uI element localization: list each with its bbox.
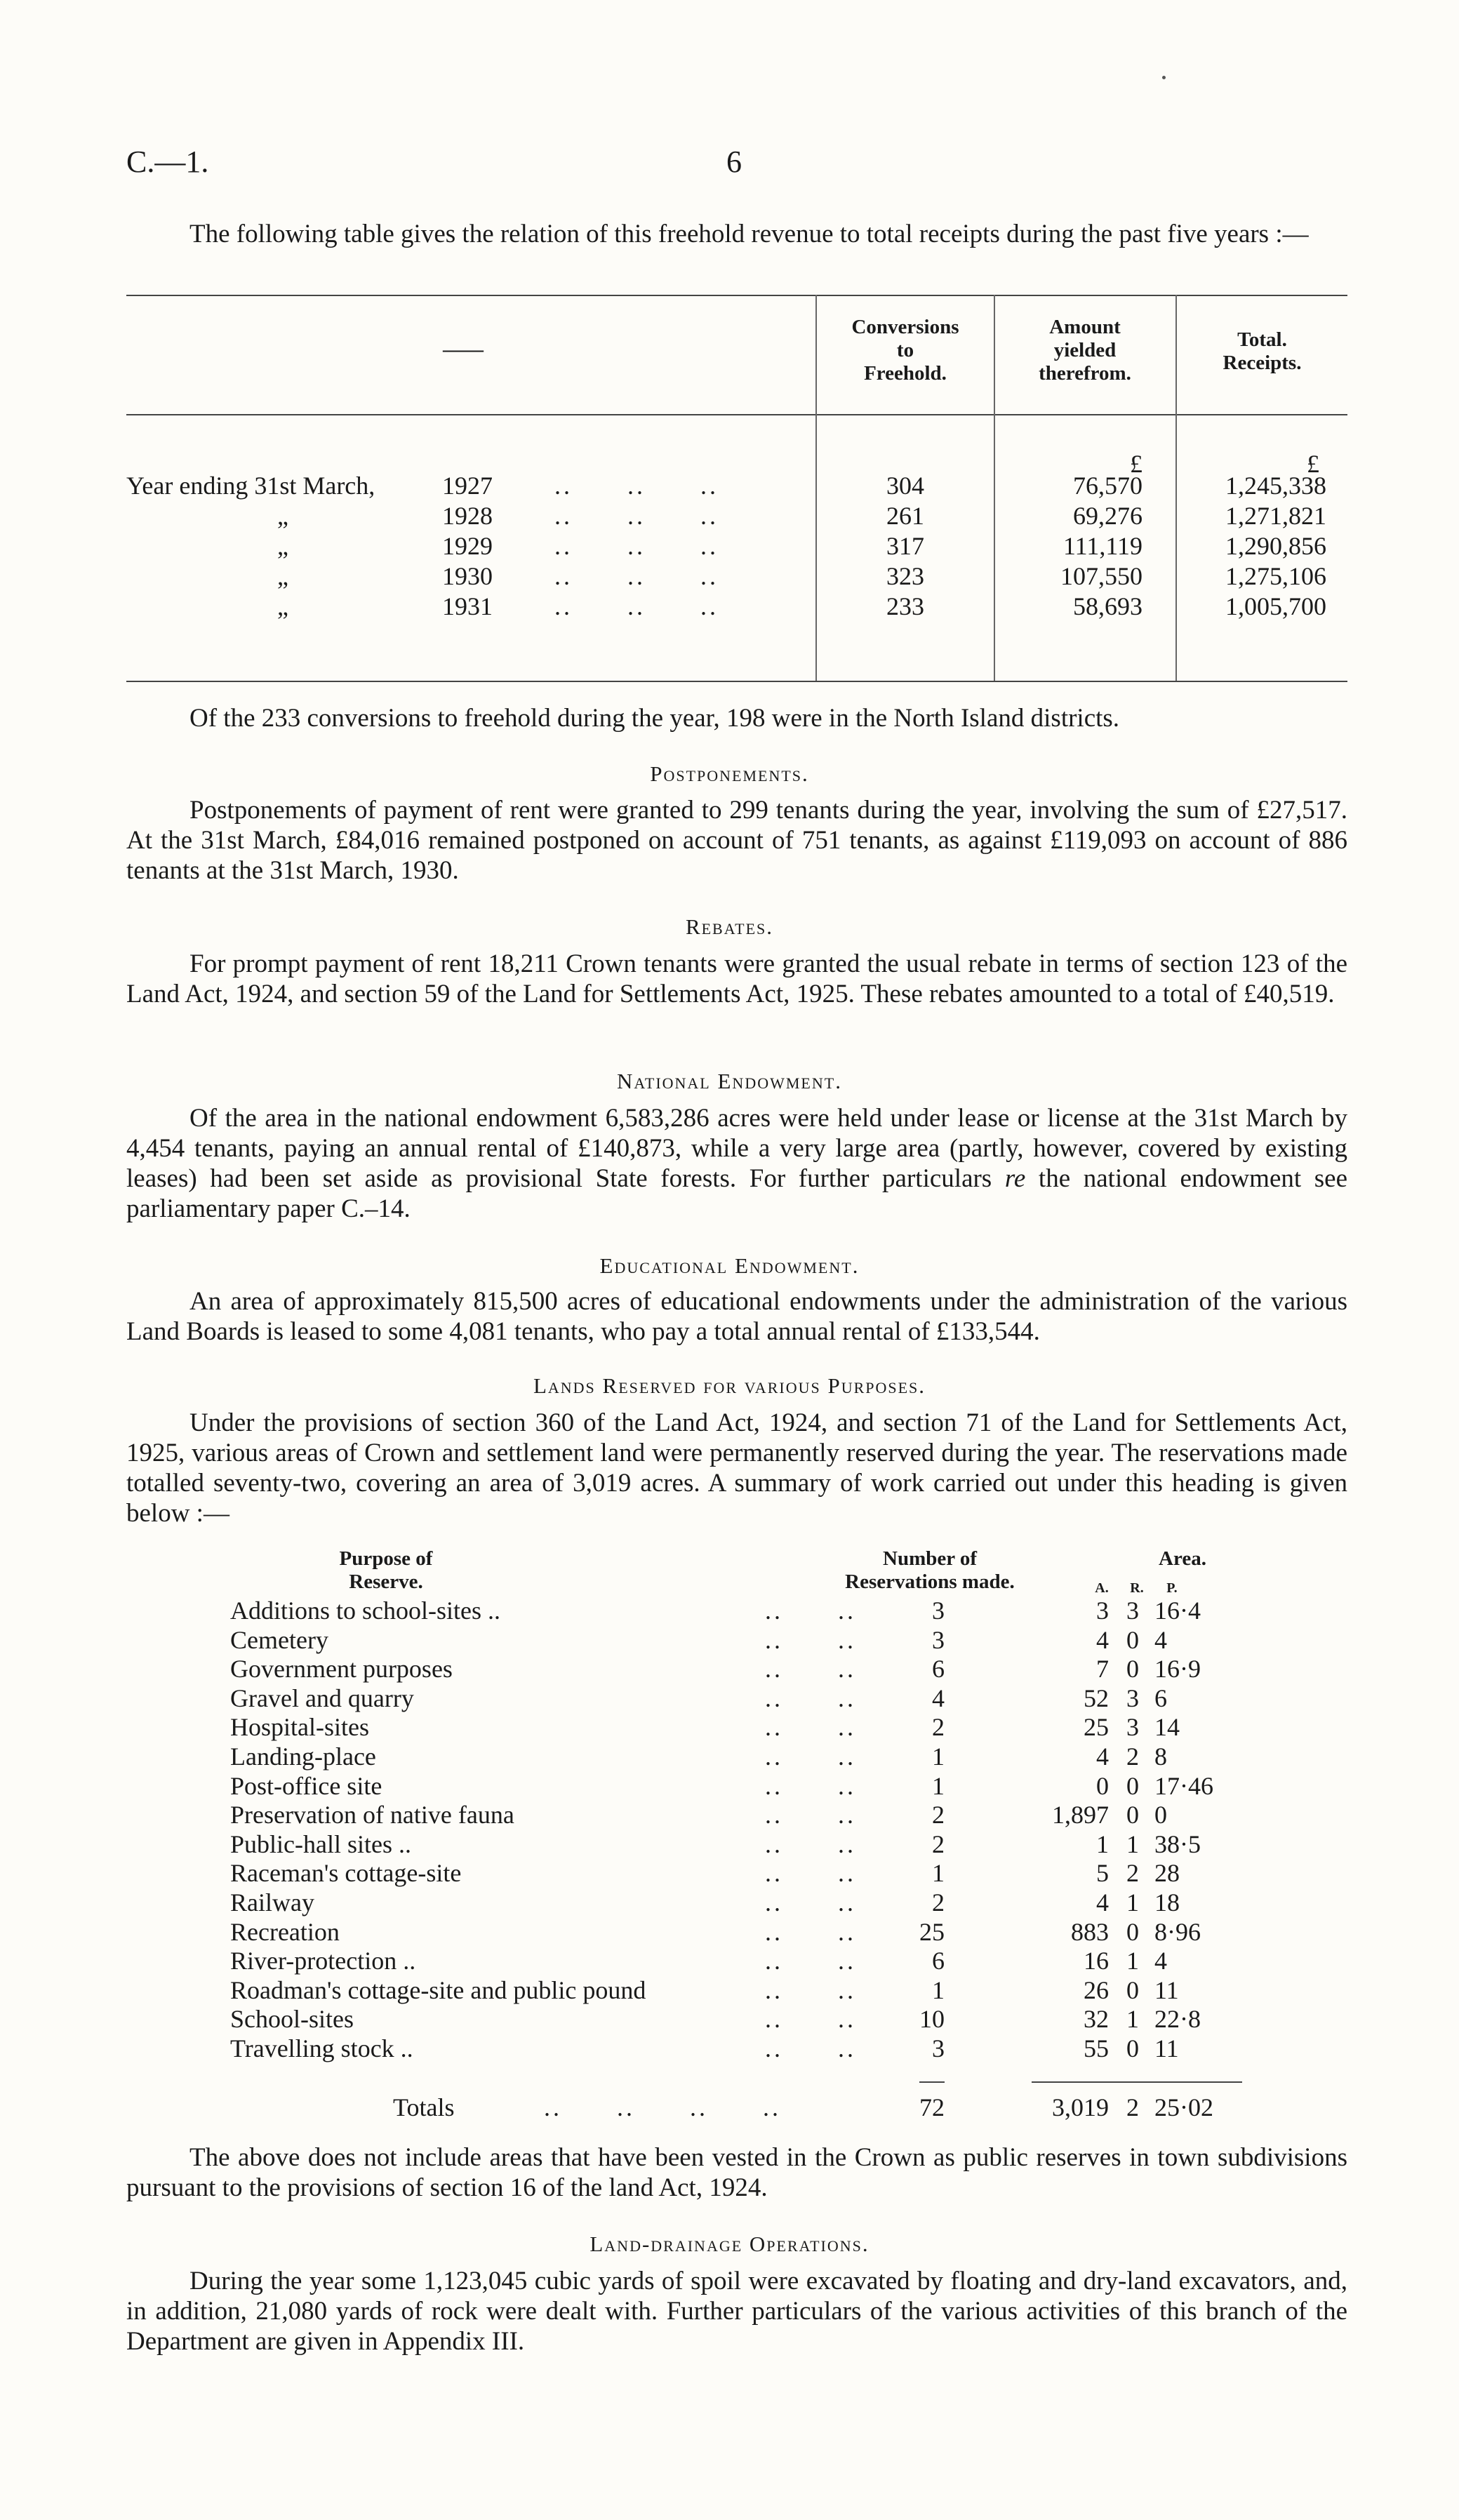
row-amount: 76,570 [1073, 472, 1142, 500]
reserve-number: 3 [932, 1596, 945, 1625]
totals-rule-number [919, 2081, 945, 2083]
conversions-note: Of the 233 conversions to freehold during the year, 198 were in the North Island districts. [189, 704, 1120, 733]
reserve-purpose: Recreation [230, 1918, 340, 1946]
row-total: 1,005,700 [1225, 592, 1326, 620]
reserve-acres: 7 [1096, 1655, 1109, 1683]
totals-acres: 3,019 [1052, 2093, 1109, 2121]
row-amount: 107,550 [1060, 562, 1142, 590]
row-conversions: 233 [886, 592, 924, 620]
reserve-roods: 0 [1126, 2034, 1139, 2062]
leader-dots: .. .. .. .. [544, 2093, 781, 2121]
reserve-perches: 16·4 [1154, 1596, 1201, 1625]
reserve-roods: 0 [1126, 1918, 1139, 1946]
roods-column-header: R. [1130, 1580, 1144, 1596]
row-amount: 69,276 [1073, 502, 1142, 530]
reserve-purpose: Cemetery [230, 1626, 328, 1654]
reserve-perches: 11 [1154, 2034, 1179, 2062]
row-label: „ [277, 532, 288, 560]
leader-dots: .. .. .. [554, 502, 719, 530]
area-column-header: Area. [1159, 1547, 1206, 1570]
reserve-roods: 1 [1126, 1830, 1139, 1858]
leader-dots: .. .. [765, 1596, 856, 1625]
table-top-rule [126, 295, 1347, 296]
leader-dots: .. .. .. [554, 472, 719, 500]
reserve-purpose: River-protection .. [230, 1947, 416, 1975]
leader-dots: .. .. [765, 1947, 856, 1975]
totals-number: 72 [919, 2093, 945, 2121]
section-heading-national-endowment: National Endowment. [617, 1069, 842, 1093]
reserve-number: 3 [932, 2034, 945, 2062]
land-drainage-paragraph: During the year some 1,123,045 cubic yards of spoil were excavated by floating and dry-land excavators, and, in addition, 21,080 yards of rock were dealt with. Further particulars of the various activities of this branch of the Department are given in Appendix III. [126, 2267, 1347, 2356]
reserve-perches: 16·9 [1154, 1655, 1201, 1683]
reserve-acres: 0 [1096, 1772, 1109, 1800]
section-heading-educational-endowment: Educational Endowment. [599, 1253, 860, 1278]
reserve-acres: 4 [1096, 1888, 1109, 1916]
row-year: 1928 [442, 502, 493, 530]
row-conversions: 317 [886, 532, 924, 560]
reserve-perches: 17·46 [1154, 1772, 1213, 1800]
speck-mark [1162, 76, 1166, 79]
reserve-number: 2 [932, 1713, 945, 1741]
reserve-roods: 3 [1126, 1684, 1139, 1712]
leader-dots: .. .. [765, 1859, 856, 1887]
reserve-perches: 11 [1154, 1976, 1179, 2004]
reserve-purpose: Gravel and quarry [230, 1684, 414, 1712]
reserve-number: 1 [932, 1772, 945, 1800]
row-amount: 58,693 [1073, 592, 1142, 620]
leader-dots: .. .. [765, 1713, 856, 1741]
leader-dots: .. .. .. [554, 562, 719, 590]
reserve-perches: 8 [1154, 1742, 1167, 1771]
reserve-number: 6 [932, 1655, 945, 1683]
reserve-roods: 3 [1126, 1596, 1139, 1625]
reserve-perches: 4 [1154, 1626, 1167, 1654]
row-conversions: 304 [886, 472, 924, 500]
reserve-perches: 28 [1154, 1859, 1180, 1887]
reserve-note-paragraph: The above does not include areas that have been vested in the Crown as public reserves in town subdivisions pursuant to the provisions of section 16 of the land Act, 1924. [126, 2143, 1347, 2202]
reserve-purpose: Landing-place [230, 1742, 376, 1771]
reserve-number: 1 [932, 1742, 945, 1771]
reserve-purpose: Raceman's cottage-site [230, 1859, 462, 1887]
row-total: 1,290,856 [1225, 532, 1326, 560]
leader-dots: .. .. [765, 1918, 856, 1946]
amount-currency-symbol: £ [1130, 450, 1142, 478]
totals-perches: 25·02 [1154, 2093, 1213, 2121]
reserve-acres: 16 [1084, 1947, 1109, 1975]
reserve-roods: 2 [1126, 1859, 1139, 1887]
totals-rule-area [1032, 2081, 1242, 2083]
row-label: „ [277, 562, 288, 590]
reserve-number: 2 [932, 1830, 945, 1858]
leader-dots: .. .. [765, 1742, 856, 1771]
row-year: 1931 [442, 592, 493, 620]
intro-paragraph: The following table gives the relation of this freehold revenue to total receipts during the past five years :— [189, 220, 1309, 248]
reserve-number: 6 [932, 1947, 945, 1975]
reserve-acres: 26 [1084, 1976, 1109, 2004]
reserve-number: 25 [919, 1918, 945, 1946]
leader-dots: .. .. [765, 2005, 856, 2033]
reserve-purpose: Hospital-sites [230, 1713, 369, 1741]
reserve-roods: 0 [1126, 1655, 1139, 1683]
leader-dots: .. .. [765, 1801, 856, 1829]
leader-dots: .. .. [765, 1684, 856, 1712]
perches-column-header: P. [1166, 1580, 1178, 1596]
table-header-rule [126, 414, 1347, 415]
reserve-purpose: Travelling stock .. [230, 2034, 413, 2062]
section-heading-lands-reserved: Lands Reserved for various Purposes. [533, 1373, 926, 1398]
reserve-roods: 0 [1126, 1976, 1139, 2004]
reserve-acres: 52 [1084, 1684, 1109, 1712]
reserve-number: 2 [932, 1801, 945, 1829]
reserve-roods: 3 [1126, 1713, 1139, 1741]
document-reference: C.—1. [126, 145, 209, 179]
section-heading-rebates: Rebates. [685, 914, 774, 939]
reserve-acres: 5 [1096, 1859, 1109, 1887]
reserve-acres: 1,897 [1052, 1801, 1109, 1829]
reserve-number: 1 [932, 1976, 945, 2004]
row-conversions: 261 [886, 502, 924, 530]
reserve-number: 1 [932, 1859, 945, 1887]
reserve-number: 2 [932, 1888, 945, 1916]
lands-reserved-paragraph: Under the provisions of section 360 of the Land Act, 1924, and section 71 of the Land for Settlements Act, 1925, various areas of Crown and settlement land were permanently reserved during the year. The reservations made totalled seventy-two, covering an area of 3,019 acres. A summary of work carried out under this heading is given below :— [126, 1408, 1347, 1528]
reserve-roods: 1 [1126, 1947, 1139, 1975]
reserve-acres: 4 [1096, 1626, 1109, 1654]
leader-dots: .. .. [765, 1888, 856, 1916]
reserve-number: 10 [919, 2005, 945, 2033]
reserve-purpose: Post-office site [230, 1772, 382, 1800]
leader-dots: .. .. [765, 1976, 856, 2004]
total-currency-symbol: £ [1307, 450, 1319, 478]
reserve-roods: 0 [1126, 1772, 1139, 1800]
row-total: 1,275,106 [1225, 562, 1326, 590]
reserve-purpose: Preservation of native fauna [230, 1801, 514, 1829]
row-label: Year ending 31st March, [126, 472, 375, 500]
reserve-perches: 6 [1154, 1684, 1167, 1712]
leader-dots: .. .. [765, 1772, 856, 1800]
reserve-acres: 3 [1096, 1596, 1109, 1625]
reserve-perches: 22·8 [1154, 2005, 1201, 2033]
reserve-perches: 18 [1154, 1888, 1180, 1916]
reserve-number: 4 [932, 1684, 945, 1712]
row-label: „ [277, 502, 288, 530]
leader-dots: .. .. [765, 2034, 856, 2062]
reserve-purpose: School-sites [230, 2005, 354, 2033]
reserve-perches: 4 [1154, 1947, 1167, 1975]
reserve-roods: 2 [1126, 1742, 1139, 1771]
row-conversions: 323 [886, 562, 924, 590]
leader-dots: .. .. [765, 1830, 856, 1858]
rebates-paragraph: For prompt payment of rent 18,211 Crown tenants were granted the usual rebate in terms of section 123 of the Land Act, 1924, and section 59 of the Land for Settlements Act, 1925. These rebates amounted to a total of £40,519. [126, 949, 1347, 1008]
reserve-roods: 0 [1126, 1801, 1139, 1829]
purpose-column-header: Purpose of Reserve. [339, 1547, 433, 1593]
section-heading-land-drainage: Land-drainage Operations. [589, 2232, 870, 2256]
table-column-divider [815, 295, 817, 681]
conversions-column-header: Conversions to Freehold. [851, 316, 959, 385]
leader-dots: .. .. .. [554, 592, 719, 620]
number-column-header: Number of Reservations made. [845, 1547, 1015, 1593]
table-bottom-rule [126, 681, 1347, 682]
row-year: 1927 [442, 472, 493, 500]
national-endowment-paragraph: Of the area in the national endowment 6,583,286 acres were held under lease or license at the 31st March by 4,454 tenants, paying an annual rental of £140,873, while a very large area (partly, however, covered by existing leases) had been set aside as provisional State forests. For further particulars re the national endowment see parliamentary paper C.–14. [126, 1104, 1348, 1223]
latin-re: re [1004, 1164, 1026, 1193]
educational-endowment-paragraph: An area of approximately 815,500 acres of educational endowments under the administration of the various Land Boards is leased to some 4,081 tenants, who pay a total annual rental of £133,544. [126, 1287, 1347, 1346]
reserve-purpose: Railway [230, 1888, 314, 1916]
reserve-acres: 25 [1084, 1713, 1109, 1741]
totals-roods: 2 [1126, 2093, 1139, 2121]
reserve-acres: 4 [1096, 1742, 1109, 1771]
leader-dots: .. .. .. [554, 532, 719, 560]
reserve-perches: 8·96 [1154, 1918, 1201, 1946]
reserve-purpose: Government purposes [230, 1655, 453, 1683]
row-amount: 111,119 [1063, 532, 1142, 560]
row-year: 1929 [442, 532, 493, 560]
total-column-header: Total. Receipts. [1223, 328, 1302, 374]
reserve-roods: 0 [1126, 1626, 1139, 1654]
reserve-roods: 1 [1126, 2005, 1139, 2033]
reserve-purpose: Additions to school-sites .. [230, 1596, 500, 1625]
reserve-perches: 0 [1154, 1801, 1167, 1829]
page-number: 6 [726, 145, 742, 179]
reserve-acres: 55 [1084, 2034, 1109, 2062]
blank-column-header: —— [443, 338, 484, 361]
row-total: 1,245,338 [1225, 472, 1326, 500]
amount-column-header: Amount yielded therefrom. [1039, 316, 1131, 385]
reserve-acres: 32 [1084, 2005, 1109, 2033]
leader-dots: .. .. [765, 1626, 856, 1654]
reserve-perches: 38·5 [1154, 1830, 1201, 1858]
postponements-paragraph: Postponements of payment of rent were granted to 299 tenants during the year, involving the sum of £27,517. At the 31st March, £84,016 remained postponed on account of 751 tenants, as against £119,093 on account of 886 tenants at the 31st March, 1930. [126, 796, 1347, 885]
acres-column-header: A. [1095, 1580, 1109, 1596]
row-year: 1930 [442, 562, 493, 590]
reserve-purpose: Roadman's cottage-site and public pound [230, 1976, 646, 2004]
reserve-acres: 883 [1071, 1918, 1109, 1946]
reserve-number: 3 [932, 1626, 945, 1654]
leader-dots: .. .. [765, 1655, 856, 1683]
totals-label: Totals [393, 2093, 455, 2121]
reserve-acres: 1 [1096, 1830, 1109, 1858]
reserve-purpose: Public-hall sites .. [230, 1830, 411, 1858]
row-total: 1,271,821 [1225, 502, 1326, 530]
reserve-perches: 14 [1154, 1713, 1180, 1741]
reserve-roods: 1 [1126, 1888, 1139, 1916]
section-heading-postponements: Postponements. [650, 761, 809, 786]
row-label: „ [277, 592, 288, 620]
